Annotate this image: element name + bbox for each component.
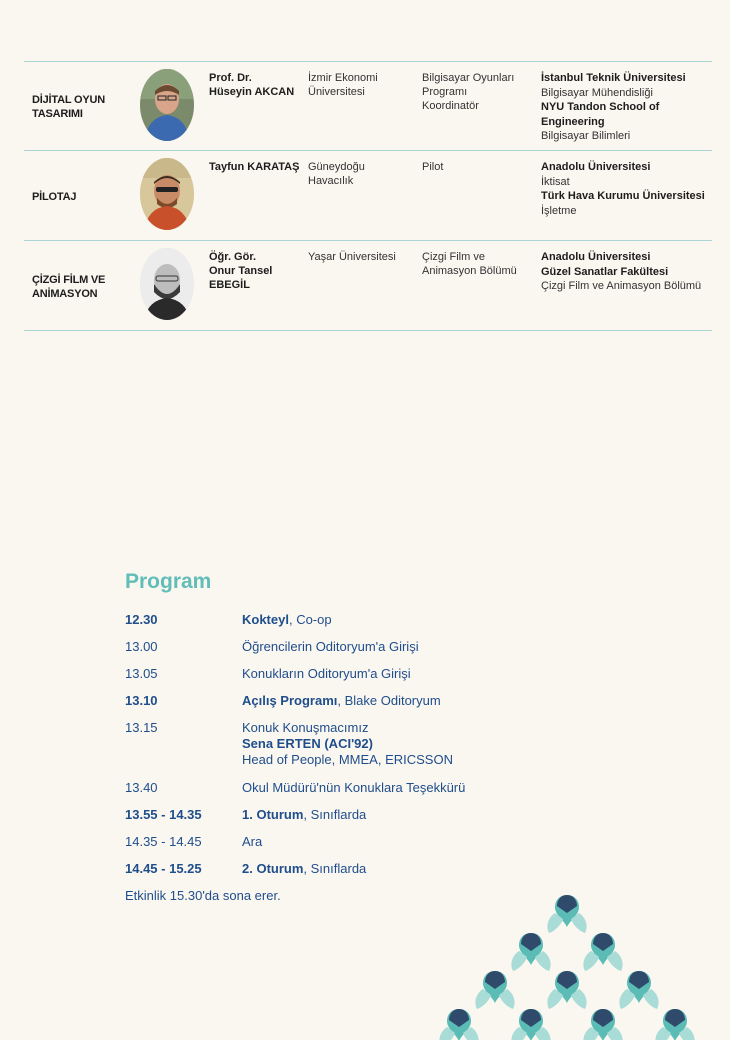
program-item-detail: , Sınıflarda: [303, 807, 367, 822]
speaker-name: Öğr. Gör. Onur Tansel EBEGİL: [209, 251, 273, 291]
program-item-title: 2. Oturum: [242, 861, 304, 876]
education-line: Türk Hava Kurumu Üniversitesi: [541, 190, 705, 202]
program-time: 14.35 - 14.45: [125, 834, 202, 849]
program-item-detail: Öğrencilerin Oditoryum'a Girişi: [242, 639, 419, 654]
education-line: NYU Tandon School of Engineering: [541, 101, 660, 128]
guest-speaker-name: Sena ERTEN (ACI'92): [242, 736, 373, 751]
program-time: 13.40: [125, 780, 158, 795]
category-label: PİLOTAJ: [32, 191, 77, 203]
decorative-pattern: [430, 890, 730, 1040]
speaker-role: Pilot: [422, 161, 444, 173]
program-item-detail: Konukların Oditoryum'a Girişi: [242, 666, 411, 681]
education-line: İşletme: [541, 204, 577, 217]
education-line: Anadolu Üniversitesi: [541, 161, 651, 173]
education-line: Anadolu Üniversitesi: [541, 251, 651, 263]
program-time: 13.15: [125, 720, 158, 735]
category-label: DİJİTAL OYUN TASARIMI: [32, 94, 105, 120]
program-item-detail: Ara: [242, 834, 263, 849]
program-item-title: Açılış Programı: [242, 693, 338, 708]
education-line: Bilgisayar Bilimleri: [541, 130, 631, 142]
program-item-detail: , Blake Oditoryum: [337, 693, 441, 708]
speaker-education: [541, 160, 716, 218]
program-time: 13.10: [125, 693, 158, 708]
speaker-education: [541, 250, 716, 294]
education-line: İktisat: [541, 175, 570, 188]
speaker-row: [24, 151, 712, 240]
closing-note: Etkinlik 15.30'da sona erer.: [125, 888, 281, 903]
speaker-photo: [140, 158, 194, 230]
education-line: İstanbul Teknik Üniversitesi: [541, 72, 686, 84]
program-time: 12.30: [125, 612, 158, 627]
education-line: Güzel Sanatlar Fakültesi: [541, 265, 669, 278]
program-item-title: 1. Oturum: [242, 807, 304, 822]
table-bottom-rule: [24, 330, 712, 331]
speaker-role: Çizgi Film ve Animasyon Bölümü: [422, 251, 517, 277]
program-item-detail: , Sınıflarda: [303, 861, 367, 876]
speaker-education: [541, 71, 716, 144]
speaker-organization: İzmir Ekonomi Üniversitesi: [308, 72, 378, 98]
program-item-detail: Okul Müdürü'nün Konuklara Teşekkürü: [242, 780, 466, 795]
speaker-organization: Güneydoğu Havacılık: [308, 161, 365, 187]
program-time: 13.00: [125, 639, 158, 654]
guest-speaker-role: Head of People, MMEA, ERICSSON: [242, 752, 453, 767]
program-time: 13.05: [125, 666, 158, 681]
program-time: 14.45 - 15.25: [125, 861, 202, 876]
speaker-name: Prof. Dr. Hüseyin AKCAN: [209, 72, 295, 98]
speaker-row: [24, 241, 712, 330]
speaker-row: [24, 62, 712, 150]
speaker-organization: Yaşar Üniversitesi: [308, 251, 396, 263]
speaker-name: Tayfun KARATAŞ: [209, 161, 300, 173]
speaker-role: Bilgisayar Oyunları Programı Koordinatör: [422, 72, 515, 112]
speaker-photo: [140, 248, 194, 320]
program-item-detail: Konuk Konuşmacımız: [242, 720, 369, 735]
category-label: ÇİZGİ FİLM VE ANİMASYON: [32, 274, 106, 300]
program-item-title: Kokteyl: [242, 612, 289, 627]
education-line: Çizgi Film ve Animasyon Bölümü: [541, 280, 702, 292]
program-title: Program: [125, 570, 212, 593]
program-item-detail: , Co-op: [288, 612, 332, 627]
speaker-photo: [140, 69, 194, 141]
education-line: Bilgisayar Mühendisliği: [541, 86, 653, 99]
program-time: 13.55 - 14.35: [125, 807, 202, 822]
